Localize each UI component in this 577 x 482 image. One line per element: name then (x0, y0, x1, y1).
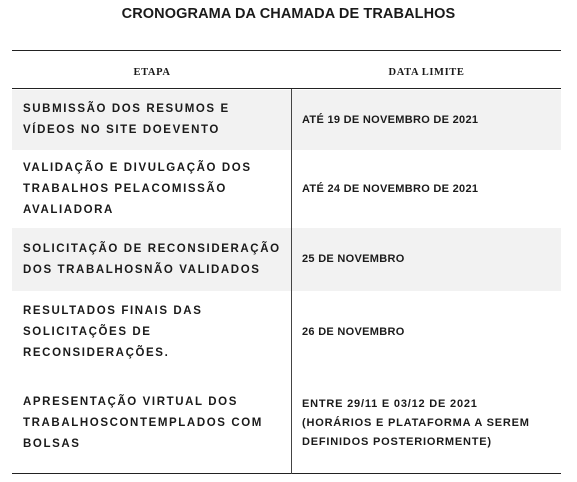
stage-text: APRESENTAÇÃO VIRTUAL DOS TRABALHOSCONTEMPLADOS COM BOLSAS (23, 396, 263, 450)
deadline-cell (302, 228, 557, 291)
deadline-text: ENTRE 29/11 E 03/12 DE 2021 (HORÁRIOS E PLATAFORMA A SEREM DEFINIDOS POSTERIORMENTE) (302, 398, 530, 448)
deadline-cell (302, 150, 557, 228)
table-header (12, 51, 561, 89)
stage-cell (23, 291, 285, 374)
table-row (12, 228, 561, 291)
stage-text: RESULTADOS FINAIS DAS SOLICITAÇÕES DE RECONSIDERAÇÕES. (23, 305, 203, 359)
deadline-text: 25 DE NOVEMBRO (302, 253, 405, 265)
schedule-table (12, 50, 561, 474)
deadline-cell (302, 291, 557, 374)
page-title: CRONOGRAMA DA CHAMADA DE TRABALHOS (121, 6, 456, 22)
deadline-cell (302, 374, 557, 473)
stage-cell (23, 150, 285, 228)
stage-cell (23, 374, 285, 473)
stage-cell (23, 90, 285, 150)
stage-text: VALIDAÇÃO E DIVULGAÇÃO DOS TRABALHOS PELACOMISSÃO AVALIADORA (23, 161, 252, 216)
table-row (12, 150, 561, 228)
table-row (12, 374, 561, 473)
stage-cell (23, 228, 285, 291)
stage-text: SUBMISSÃO DOS RESUMOS E VÍDEOS NO SITE DOEVENTO (23, 103, 230, 136)
column-divider (291, 89, 292, 474)
deadline-text: ATÉ 19 DE NOVEMBRO DE 2021 (302, 113, 479, 126)
stage-text: SOLICITAÇÃO DE RECONSIDERAÇÃO DOS TRABALHOSNÃO VALIDADOS (23, 242, 281, 276)
column-header-deadline: DATA LIMITE (388, 67, 465, 78)
deadline-text: ATÉ 24 DE NOVEMBRO DE 2021 (302, 182, 479, 195)
table-row (12, 90, 561, 150)
deadline-cell (302, 90, 557, 150)
deadline-text: 26 DE NOVEMBRO (302, 326, 405, 338)
column-header-stage: ETAPA (133, 67, 171, 78)
table-row (12, 291, 561, 374)
